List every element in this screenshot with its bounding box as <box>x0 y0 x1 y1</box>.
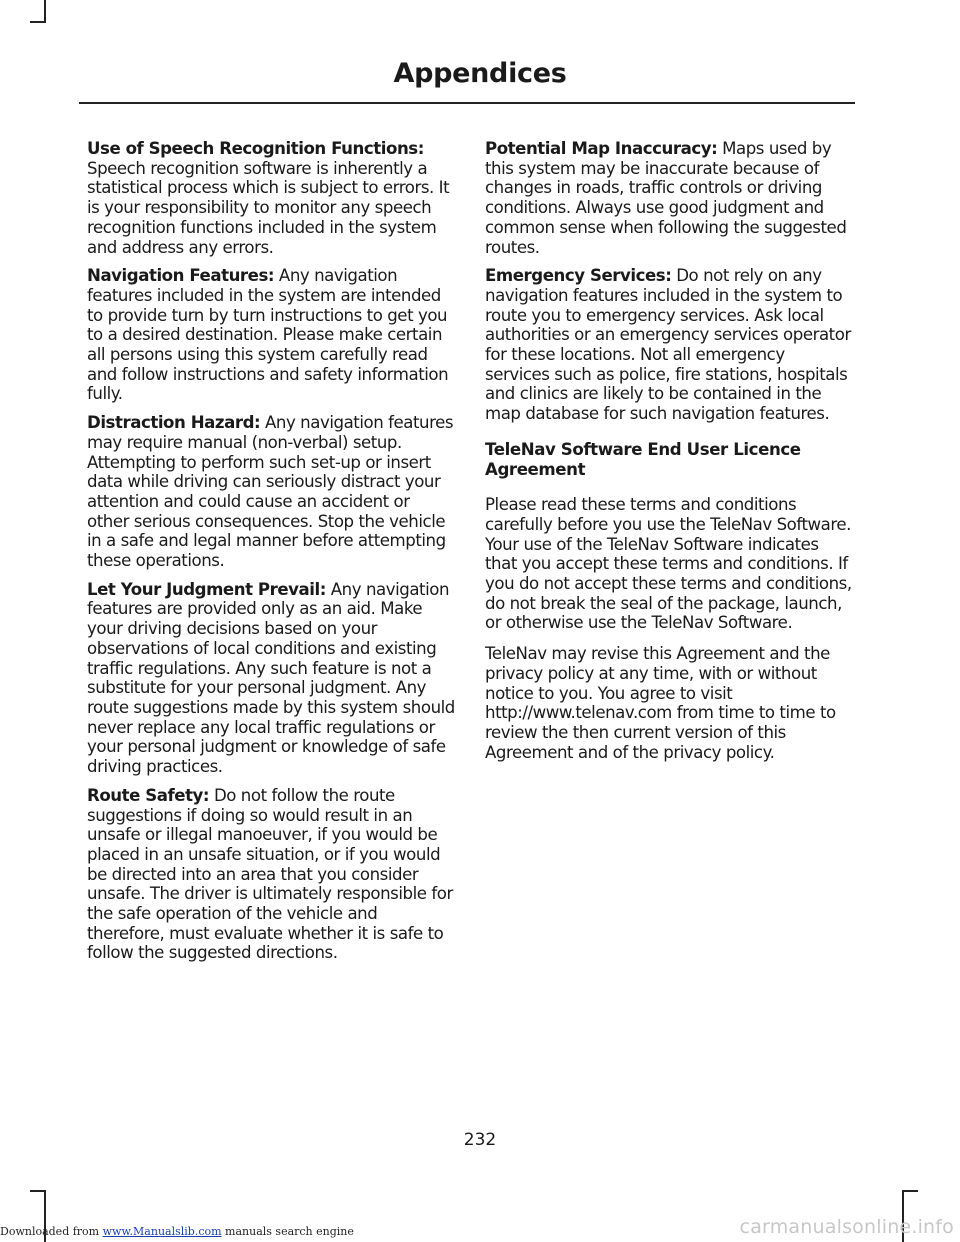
crop-mark <box>30 21 46 23</box>
paragraph-text: Maps used by this system may be inaccurate because of changes in roads, traffic controls or driving conditions. Always use good judgment and common sense when following the suggested routes. <box>485 139 847 257</box>
footer-suffix: manuals search engine <box>221 1225 354 1238</box>
paragraph-text: Any navigation features are provided only as an aid. Make your driving decisions based on your observations of local conditions and existing traffic regulations. Any such feature is not a substitute for your personal judgment. Any route suggestions made by this system should never replace any local traffic regulations or your personal judgment or knowledge of safe driving practices. <box>87 579 455 777</box>
paragraph-heading: Distraction Hazard: <box>87 413 261 433</box>
paragraph-navigation-features <box>87 266 455 404</box>
crop-mark <box>44 0 46 22</box>
paragraph-emergency-services <box>485 266 853 424</box>
paragraph-heading: Navigation Features: <box>87 266 275 286</box>
paragraph-text: Speech recognition software is inherently a statistical process which is subject to errors. It is your responsibility to monitor any speech recognition functions included in the system and address any errors. <box>87 158 450 257</box>
left-column <box>87 139 455 972</box>
paragraph-terms: Please read these terms and conditions carefully before you use the TeleNav Software. Your use of the TeleNav Software indicates that you accept these terms and conditions. If you do not accept these terms and conditions, do not break the seal of the package, launch, or otherwise use the TeleNav Software. <box>485 495 852 633</box>
paragraph-map-inaccuracy <box>485 139 853 257</box>
right-column <box>485 139 853 771</box>
paragraph-text: Do not rely on any navigation features included in the system to route you to emergency services. Ask local authorities or an emergency services operator for these locations. Not all emergency services such as police, fire stations, hospitals and clinics are likely to be contained in the map database for such navigation features. <box>485 266 851 424</box>
paragraph-text: Any navigation features may require manual (non-verbal) setup. Attempting to perform such set-up or insert data while driving can seriously distract your attention and could cause an accident or other serious consequences. Stop the vehicle in a safe and legal manner before attempting these operations. <box>87 413 454 571</box>
paragraph-heading: Let Your Judgment Prevail: <box>87 579 326 599</box>
paragraph-heading: Use of Speech Recognition Functions: <box>87 139 424 158</box>
watermark-brand: carmanualsonline.info <box>739 1216 954 1238</box>
header-divider <box>79 102 855 104</box>
crop-mark <box>902 1190 918 1192</box>
download-footer <box>0 1225 354 1238</box>
paragraph-judgment <box>87 580 455 777</box>
paragraph-route-safety <box>87 786 455 963</box>
footer-prefix: Downloaded from <box>0 1225 103 1238</box>
page-number: 232 <box>463 1130 497 1150</box>
paragraph-text: Do not follow the route suggestions if doing so would result in an unsafe or illegal manoeuver, if you would be placed in an unsafe situation, or if you would be directed into an area that you consider unsafe. The driver is ultimately responsible for the safe operation of the vehicle and therefore, must evaluate whether it is safe to follow the suggested directions. <box>87 785 453 963</box>
paragraph-speech-recognition <box>87 139 455 257</box>
paragraph-heading: Emergency Services: <box>485 266 672 286</box>
page-title: Appendices <box>393 58 567 89</box>
paragraph-heading: Potential Map Inaccuracy: <box>485 139 718 158</box>
paragraph-revisions: TeleNav may revise this Agreement and the privacy policy at any time, with or without notice to you. You agree to visit http://www.telenav.com from time to time to review the then current version of this Agreement and of the privacy policy. <box>485 644 836 762</box>
section-heading: TeleNav Software End User Licence Agreement <box>485 439 801 479</box>
paragraph-heading: Route Safety: <box>87 785 210 805</box>
manualslib-link[interactable]: www.Manualslib.com <box>102 1225 222 1238</box>
paragraph-distraction-hazard <box>87 413 455 571</box>
paragraph-text: Any navigation features included in the system are intended to provide turn by turn instructions to get you to a desired destination. Please make certain all persons using this system carefully read and follow instructions and safety information fully. <box>87 266 449 404</box>
